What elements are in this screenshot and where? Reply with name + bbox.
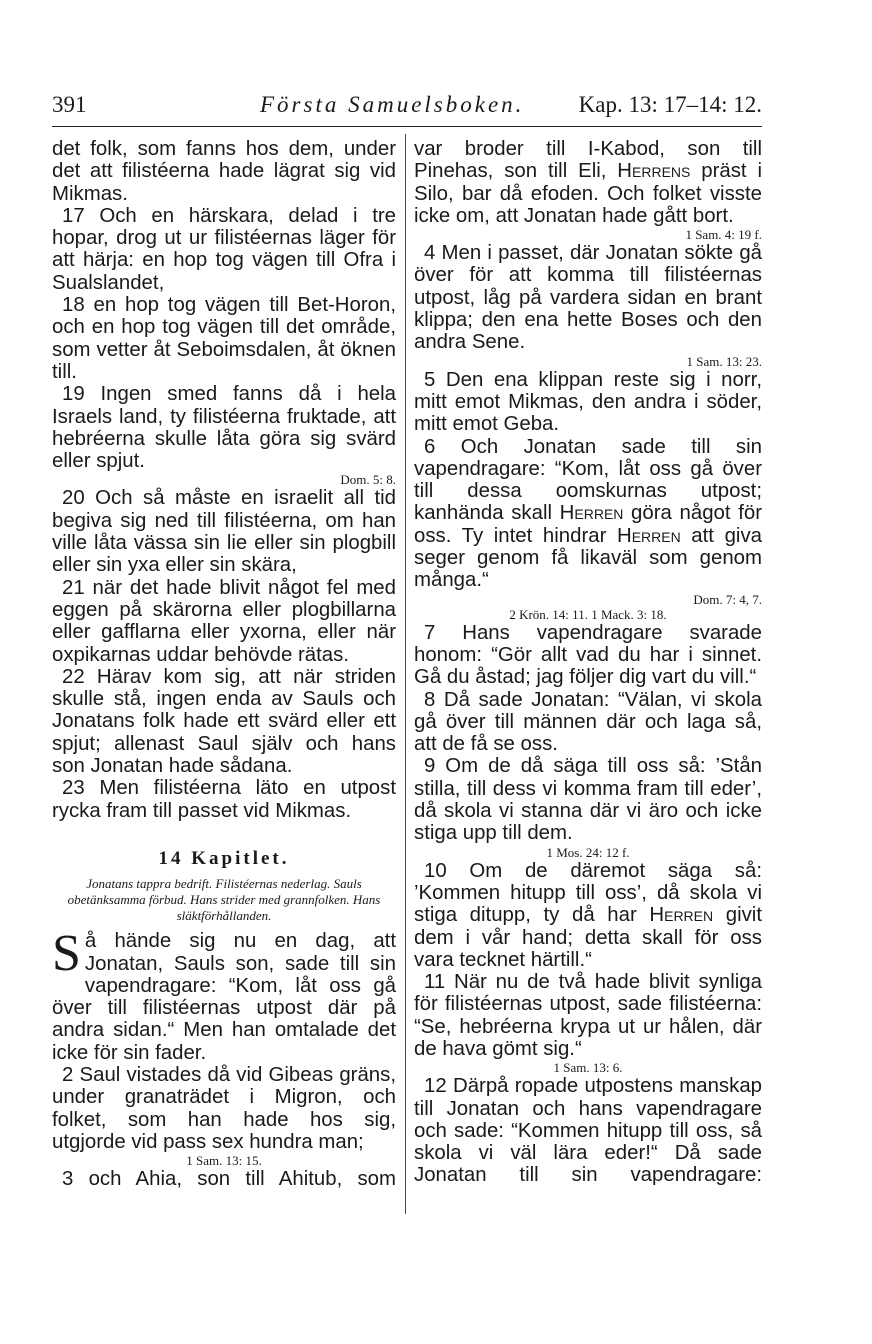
verse-continuation: det folk, som fanns hos dem, under det att filistéerna hade lägrat sig vid Mikmas. [52, 138, 396, 205]
verse-18: 18 en hop tog vägen till Bet-Horon, och en hop tog vägen till det område, som vetter åt Seboimsdalen, åt öknen till. [52, 294, 396, 383]
cross-reference: Dom. 7: 4, 7. [693, 591, 762, 607]
drop-cap: S [52, 925, 81, 983]
divine-name: Herren [616, 524, 681, 547]
verse-8: 8 Då sade Jonatan: “Välan, vi skola gå över till männen där och laga så, att de få se oss. [414, 688, 762, 756]
left-column [52, 138, 396, 1190]
text-run: var broder till I-Kabod, son till Pinehas, son till Eli, [414, 138, 762, 183]
right-column [414, 138, 762, 1187]
verse-23: 23 Men filistéerna läto en utpost rycka fram till passet vid Mikmas. [52, 777, 396, 822]
text-run: göra något för oss. Ty intet hindrar [414, 502, 762, 547]
cross-reference: Dom. 5: 8. [340, 472, 396, 488]
chapter-reference: Kap. 13: 17–14: 12. [578, 92, 762, 117]
chapter-title: 14 Kapitlet. [158, 847, 290, 869]
text-run: 10 Om de däremot säga så: ’Kommen hitupp till oss’, då skola vi stiga ditupp, ty då har [414, 859, 762, 927]
verse-19: 19 Ingen smed fanns då i hela Israels land, ty filistéerna fruktade, att hebréerna skulle låta göra sig svärd eller spjut. [52, 383, 396, 473]
verse-1-text: å hände sig nu en dag, att Jonatan, Sauls son, sade till sin vapendragare: “Kom, låt oss gå över till filistéernas utpost där på andra sidan.“ Men han omtalade det icke för sin fader. [52, 930, 396, 1064]
cross-reference: 1 Sam. 13: 15. [186, 1153, 262, 1169]
divine-name: Herren [559, 502, 624, 525]
verse-10 [414, 860, 762, 971]
chapter-summary: Jonatans tappra bedrift. Filistéernas nederlag. Sauls obetänksamma förbud. Hans strider med grannfolken. Hans släktförhållanden. [67, 876, 381, 924]
cross-reference: 1 Sam. 13: 6. [553, 1060, 623, 1076]
verse-3: 3 och Ahia, son till Ahitub, som [62, 1168, 396, 1191]
verse-2: 2 Saul vistades då vid Gibeas gräns, under granaträdet i Migron, och folket, som han hade hos sig, utgjorde vid pass sex hundra man; [52, 1063, 396, 1153]
verse-5: 5 Den ena klippan reste sig i norr, mitt emot Mikmas, den andra i söder, mitt emot Geba. [414, 368, 762, 436]
verse-11: 11 När nu de två hade blivit synliga för filistéernas utpost, sade filistéerna: “Se, hebréerna krypa ut ur hålen, där de hava gömt sig.“ [414, 971, 762, 1060]
header-rule [52, 126, 762, 127]
cross-reference: 1 Sam. 13: 23. [686, 353, 762, 369]
book-title: Första Samuelsboken. [260, 92, 525, 117]
text-run: 6 Och Jonatan sade till sin vapendragare: “Kom, låt oss gå över till dessa oomskurnas utpost; kanhända skall [414, 435, 762, 525]
cross-reference: 1 Mos. 24: 12 f. [546, 844, 630, 860]
verse-12: 12 Därpå ropade utpostens manskap till Jonatan och hans vapendragare och sade: “Kommen hitupp till oss, så skola vi väl lära eder!“ Då sade Jonatan till sin vapendragare: [414, 1075, 762, 1187]
verse-21: 21 när det hade blivit något fel med eggen på skärorna eller plogbillarna eller gafflarna eller yxorna, eller när oxpikarnas uddar behövde rätas. [52, 576, 396, 666]
verse-7: 7 Hans vapendragare svarade honom: “Gör allt vad du har i sinnet. Gå du åstad; jag följer dig vart du vill.“ [414, 621, 762, 689]
cross-reference: 2 Krön. 14: 11. 1 Mack. 3: 18. [509, 606, 667, 622]
verse-1 [52, 925, 396, 1064]
divine-name: Herrens [617, 160, 691, 183]
column-divider [405, 134, 406, 1214]
verse-22: 22 Härav kom sig, att när striden skulle stå, ingen enda av Sauls och Jonatans folk hade ett svärd eller ett spjut; allenast Saul själv och hans son Jonatan hade sådana. [52, 665, 396, 778]
verse-20: 20 Och så måste en israelit all tid begiva sig ned till filistéerna, om han ville låta vässa sin lie eller sin plogbill eller sin yxa eller sin skära, [52, 487, 396, 577]
verse-17: 17 Och en härskara, delad i tre hopar, drog ut ur filistéernas läger för att härja: en hop tog vägen till Ofra i Sualslandet, [52, 204, 396, 294]
page-header [52, 92, 762, 126]
verse-6 [414, 436, 762, 592]
verse-4: 4 Men i passet, där Jonatan sökte gå över för att komma till filistéernas utpost, låg på vardera sidan en brant klippa; den ena hette Boses och den andra Sene. [414, 242, 762, 354]
text-run: givit dem i vår hand; detta skall för oss vara tecknet härtill.“ [414, 904, 762, 971]
page-number: 391 [52, 92, 87, 117]
text-run: präst i Silo, bar då efoden. Och folket visste icke om, att Jonatan hade gått bort. [414, 160, 762, 227]
verse-9: 9 Om de då säga till oss så: ’Stån stilla, till dess vi komma fram till eder’, då skola vi stanna där vi äro och icke stiga upp till dem. [414, 755, 762, 845]
divine-name: Herren [649, 904, 714, 927]
cross-reference: 1 Sam. 4: 19 f. [685, 227, 762, 243]
text-run: att giva seger genom få likaväl som genom många.“ [414, 524, 762, 592]
verse-3-continuation [414, 138, 762, 227]
